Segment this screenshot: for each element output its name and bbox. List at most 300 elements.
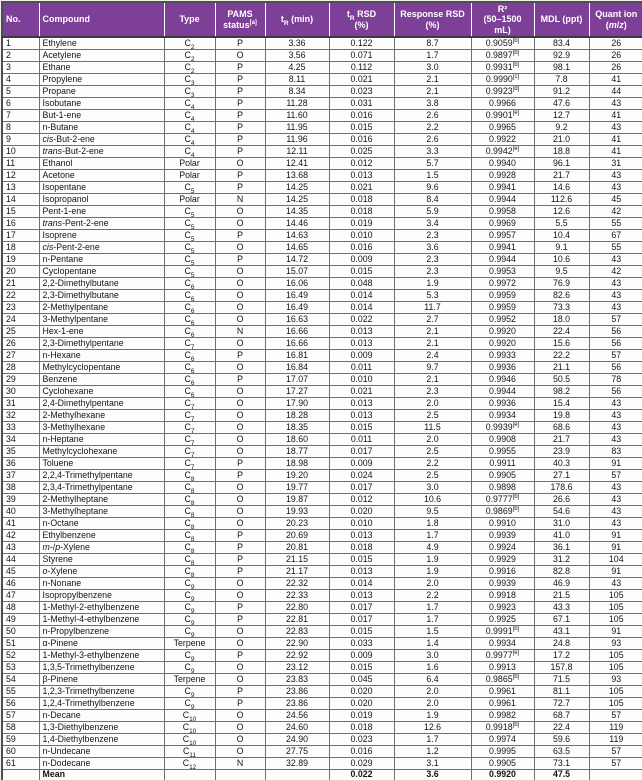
cell-type: $C_5$: [164, 241, 215, 253]
cell-tr: 16.66: [265, 337, 329, 349]
cell-mdl: 68.7: [534, 709, 589, 721]
table-row: [2, 157, 642, 169]
cell-no: 3: [2, 61, 39, 73]
table-row: [2, 193, 642, 205]
cell-type: [164, 769, 215, 780]
cell-resp_rsd: 12.6: [394, 721, 471, 733]
cell-r2: 0.9922: [471, 133, 534, 145]
cell-resp_rsd: 8.7: [394, 37, 471, 49]
cell-r2: 0.9901[e]: [471, 109, 534, 121]
cell-compound: Cyclopentane: [39, 265, 164, 277]
cell-pams: O: [215, 673, 265, 685]
cell-tr_rsd: 0.018: [329, 193, 394, 205]
cell-tr_rsd: 0.023: [329, 85, 394, 97]
table-row: [2, 337, 642, 349]
cell-ion: 43: [589, 433, 642, 445]
cell-mdl: 17.2: [534, 649, 589, 661]
table-row: [2, 457, 642, 469]
cell-mdl: 73.1: [534, 757, 589, 769]
cell-resp_rsd: 3.0: [394, 481, 471, 493]
cell-pams: P: [215, 469, 265, 481]
cell-r2: 0.9991[b]: [471, 625, 534, 637]
cell-type: $C_4$: [164, 109, 215, 121]
cell-tr: 18.98: [265, 457, 329, 469]
cell-tr_rsd: 0.017: [329, 481, 394, 493]
cell-no: 29: [2, 373, 39, 385]
cell-no: 15: [2, 205, 39, 217]
cell-pams: P: [215, 649, 265, 661]
cell-type: $C_6$: [164, 289, 215, 301]
cell-r2: 0.9961: [471, 697, 534, 709]
cell-type: $C_7$: [164, 337, 215, 349]
cell-compound: Ethane: [39, 61, 164, 73]
cell-compound: Acetylene: [39, 49, 164, 61]
cell-tr_rsd: 0.023: [329, 733, 394, 745]
table-row: [2, 745, 642, 757]
cell-r2: 0.9995: [471, 745, 534, 757]
cell-no: 39: [2, 493, 39, 505]
cell-tr: 18.35: [265, 421, 329, 433]
cell-r2: 0.9946: [471, 373, 534, 385]
cell-ion: 93: [589, 637, 642, 649]
cell-resp_rsd: 1.6: [394, 661, 471, 673]
cell-type: $C_8$: [164, 529, 215, 541]
cell-compound: 2,2-Dimethylbutane: [39, 277, 164, 289]
cell-resp_rsd: 2.1: [394, 325, 471, 337]
cell-pams: P: [215, 373, 265, 385]
cell-r2: 0.9936: [471, 361, 534, 373]
cell-mdl: 63.5: [534, 745, 589, 757]
cell-compound: β-Pinene: [39, 673, 164, 685]
cell-tr_rsd: 0.029: [329, 757, 394, 769]
cell-tr_rsd: 0.014: [329, 301, 394, 313]
table-row: [2, 313, 642, 325]
cell-resp_rsd: 9.5: [394, 505, 471, 517]
table-row: [2, 421, 642, 433]
cell-tr: 3.36: [265, 37, 329, 49]
table-row: [2, 757, 642, 769]
cell-mdl: 21.5: [534, 589, 589, 601]
table-row: [2, 661, 642, 673]
cell-tr_rsd: 0.016: [329, 241, 394, 253]
table-row: [2, 361, 642, 373]
cell-tr: 22.80: [265, 601, 329, 613]
cell-ion: 43: [589, 181, 642, 193]
table-row: [2, 37, 642, 49]
cell-compound: n-Butane: [39, 121, 164, 133]
cell-mdl: 12.6: [534, 205, 589, 217]
cell-r2: 0.9910: [471, 517, 534, 529]
table-row: [2, 493, 642, 505]
cell-pams: P: [215, 457, 265, 469]
cell-tr_rsd: 0.048: [329, 277, 394, 289]
cell-ion: 44: [589, 85, 642, 97]
cell-mdl: 54.6: [534, 505, 589, 517]
column-header-tr: $t_R$ (min): [265, 2, 329, 37]
cell-compound: n-Octane: [39, 517, 164, 529]
cell-mdl: 18.8: [534, 145, 589, 157]
cell-tr_rsd: 0.020: [329, 685, 394, 697]
cell-pams: O: [215, 481, 265, 493]
cell-tr: 23.86: [265, 685, 329, 697]
cell-pams: O: [215, 241, 265, 253]
cell-tr: 14.72: [265, 253, 329, 265]
cell-mdl: 10.6: [534, 253, 589, 265]
cell-mdl: 178.6: [534, 481, 589, 493]
cell-type: Polar: [164, 169, 215, 181]
cell-tr: 18.77: [265, 445, 329, 457]
cell-tr_rsd: 0.009: [329, 457, 394, 469]
cell-r2: 0.9923[d]: [471, 85, 534, 97]
cell-tr_rsd: 0.033: [329, 637, 394, 649]
table-row: [2, 241, 642, 253]
cell-no: 60: [2, 745, 39, 757]
cell-tr_rsd: 0.021: [329, 73, 394, 85]
cell-tr_rsd: 0.019: [329, 709, 394, 721]
cell-type: $C_4$: [164, 145, 215, 157]
cell-tr_rsd: 0.015: [329, 121, 394, 133]
cell-compound: trans-Pent-2-ene: [39, 217, 164, 229]
cell-type: $C_8$: [164, 565, 215, 577]
cell-type: $C_7$: [164, 421, 215, 433]
table-row: [2, 205, 642, 217]
cell-no: 45: [2, 565, 39, 577]
cell-r2: 0.9934: [471, 409, 534, 421]
cell-ion: 42: [589, 205, 642, 217]
cell-pams: O: [215, 505, 265, 517]
cell-no: 47: [2, 589, 39, 601]
cell-compound: Hex-1-ene: [39, 325, 164, 337]
cell-ion: 57: [589, 313, 642, 325]
cell-pams: P: [215, 169, 265, 181]
cell-pams: N: [215, 193, 265, 205]
cell-tr_rsd: 0.015: [329, 625, 394, 637]
cell-tr: 16.49: [265, 289, 329, 301]
cell-r2: 0.9918[b]: [471, 721, 534, 733]
cell-ion: 105: [589, 589, 642, 601]
cell-type: $C_9$: [164, 685, 215, 697]
cell-pams: P: [215, 253, 265, 265]
cell-mdl: 43.1: [534, 625, 589, 637]
cell-pams: O: [215, 301, 265, 313]
table-row: [2, 61, 642, 73]
table-row: [2, 277, 642, 289]
cell-no: 51: [2, 637, 39, 649]
cell-mdl: 27.1: [534, 469, 589, 481]
cell-r2: 0.9958: [471, 205, 534, 217]
cell-resp_rsd: 2.5: [394, 445, 471, 457]
cell-no: [2, 769, 39, 780]
cell-pams: P: [215, 553, 265, 565]
table-row: [2, 433, 642, 445]
table-row: [2, 325, 642, 337]
cell-no: 25: [2, 325, 39, 337]
cell-tr_rsd: 0.010: [329, 517, 394, 529]
cell-compound: trans-But-2-ene: [39, 145, 164, 157]
cell-tr_rsd: 0.016: [329, 133, 394, 145]
table-row: [2, 133, 642, 145]
table-row: [2, 649, 642, 661]
cell-tr_rsd: 0.013: [329, 325, 394, 337]
cell-no: 10: [2, 145, 39, 157]
cell-resp_rsd: 3.0: [394, 61, 471, 73]
cell-pams: O: [215, 721, 265, 733]
cell-no: 17: [2, 229, 39, 241]
cell-tr_rsd: 0.022: [329, 769, 394, 780]
cell-ion: 43: [589, 421, 642, 433]
cell-tr_rsd: 0.010: [329, 229, 394, 241]
cell-tr_rsd: 0.018: [329, 721, 394, 733]
cell-type: $C_3$: [164, 85, 215, 97]
cell-pams: O: [215, 709, 265, 721]
cell-no: 28: [2, 361, 39, 373]
table-row: [2, 97, 642, 109]
cell-no: 11: [2, 157, 39, 169]
cell-compound: n-Hexane: [39, 349, 164, 361]
cell-pams: O: [215, 577, 265, 589]
cell-tr: 23.83: [265, 673, 329, 685]
cell-r2: 0.9944: [471, 193, 534, 205]
cell-tr_rsd: 0.014: [329, 289, 394, 301]
cell-mdl: 9.1: [534, 241, 589, 253]
cell-resp_rsd: 1.9: [394, 565, 471, 577]
cell-ion: 91: [589, 625, 642, 637]
table-row: [2, 445, 642, 457]
cell-compound: 3-Methylheptane: [39, 505, 164, 517]
cell-no: 8: [2, 121, 39, 133]
cell-compound: Isobutane: [39, 97, 164, 109]
header-row: [2, 2, 642, 37]
cell-tr: 16.66: [265, 325, 329, 337]
cell-pams: O: [215, 733, 265, 745]
cell-pams: O: [215, 289, 265, 301]
cell-resp_rsd: 1.5: [394, 169, 471, 181]
cell-no: 56: [2, 697, 39, 709]
cell-ion: 91: [589, 529, 642, 541]
cell-r2: 0.9940: [471, 157, 534, 169]
cell-resp_rsd: 2.6: [394, 109, 471, 121]
table-row: [2, 565, 642, 577]
cell-mdl: 31.0: [534, 517, 589, 529]
table-row: [2, 109, 642, 121]
cell-r2: 0.9916: [471, 565, 534, 577]
cell-compound: Cyclohexane: [39, 385, 164, 397]
cell-type: $C_9$: [164, 601, 215, 613]
cell-tr: 4.25: [265, 61, 329, 73]
cell-pams: P: [215, 145, 265, 157]
cell-no: 43: [2, 541, 39, 553]
cell-ion: 56: [589, 385, 642, 397]
cell-ion: 42: [589, 265, 642, 277]
cell-resp_rsd: 5.7: [394, 157, 471, 169]
cell-resp_rsd: 2.7: [394, 313, 471, 325]
cell-mdl: 12.7: [534, 109, 589, 121]
cell-r2: 0.9928: [471, 169, 534, 181]
table-row: [2, 577, 642, 589]
cell-mdl: 50.5: [534, 373, 589, 385]
table-row: [2, 529, 642, 541]
cell-r2: 0.9920: [471, 325, 534, 337]
cell-tr_rsd: 0.010: [329, 373, 394, 385]
column-header-mdl: MDL (ppt): [534, 2, 589, 37]
cell-mdl: 7.8: [534, 73, 589, 85]
cell-resp_rsd: 1.8: [394, 517, 471, 529]
cell-pams: O: [215, 517, 265, 529]
cell-tr: 17.07: [265, 373, 329, 385]
cell-r2: 0.9918: [471, 589, 534, 601]
cell-tr_rsd: 0.020: [329, 697, 394, 709]
cell-type: $C_4$: [164, 121, 215, 133]
cell-compound: 3-Methylpentane: [39, 313, 164, 325]
cell-mdl: 15.6: [534, 337, 589, 349]
cell-no: 38: [2, 481, 39, 493]
cell-tr: [265, 769, 329, 780]
cell-tr_rsd: 0.031: [329, 97, 394, 109]
cell-mdl: 81.1: [534, 685, 589, 697]
cell-r2: 0.9941: [471, 181, 534, 193]
cell-pams: O: [215, 157, 265, 169]
table-row: [2, 697, 642, 709]
cell-tr: 16.81: [265, 349, 329, 361]
cell-resp_rsd: 10.6: [394, 493, 471, 505]
cell-type: $C_9$: [164, 661, 215, 673]
cell-r2: 0.9924: [471, 541, 534, 553]
cell-compound: o-Xylene: [39, 565, 164, 577]
cell-r2: 0.9869[b]: [471, 505, 534, 517]
cell-type: $C_{12}$: [164, 757, 215, 769]
cell-type: $C_4$: [164, 133, 215, 145]
cell-type: $C_2$: [164, 37, 215, 49]
cell-tr: 24.56: [265, 709, 329, 721]
cell-tr_rsd: 0.015: [329, 553, 394, 565]
cell-resp_rsd: 3.8: [394, 97, 471, 109]
cell-ion: 43: [589, 169, 642, 181]
cell-type: $C_6$: [164, 301, 215, 313]
cell-no: 9: [2, 133, 39, 145]
cell-r2: 0.9972: [471, 277, 534, 289]
cell-mdl: 22.4: [534, 721, 589, 733]
cell-compound: 1,3-Diethylbenzene: [39, 721, 164, 733]
cell-resp_rsd: 2.0: [394, 685, 471, 697]
cell-compound: 3-Methylhexane: [39, 421, 164, 433]
cell-resp_rsd: 1.9: [394, 553, 471, 565]
cell-no: 20: [2, 265, 39, 277]
cell-tr_rsd: 0.013: [329, 337, 394, 349]
cell-r2: 0.9905: [471, 757, 534, 769]
cell-type: $C_8$: [164, 541, 215, 553]
cell-pams: O: [215, 49, 265, 61]
cell-r2: 0.9944: [471, 385, 534, 397]
cell-pams: P: [215, 37, 265, 49]
cell-tr: 14.25: [265, 193, 329, 205]
cell-mdl: 14.6: [534, 181, 589, 193]
cell-resp_rsd: 1.7: [394, 733, 471, 745]
cell-no: 41: [2, 517, 39, 529]
cell-ion: 43: [589, 397, 642, 409]
cell-mdl: 26.6: [534, 493, 589, 505]
cell-compound: 2,4-Dimethylpentane: [39, 397, 164, 409]
cell-compound: 2-Methylhexane: [39, 409, 164, 421]
cell-pams: [215, 769, 265, 780]
cell-mdl: 21.7: [534, 433, 589, 445]
cell-pams: O: [215, 361, 265, 373]
cell-pams: O: [215, 589, 265, 601]
cell-compound: Isopropanol: [39, 193, 164, 205]
cell-r2: 0.9925: [471, 613, 534, 625]
cell-r2: 0.9961: [471, 685, 534, 697]
cell-r2: 0.9905: [471, 469, 534, 481]
cell-r2: 0.9865[b]: [471, 673, 534, 685]
cell-ion: 43: [589, 97, 642, 109]
cell-compound: Ethylbenzene: [39, 529, 164, 541]
cell-type: $C_7$: [164, 409, 215, 421]
cell-no: 53: [2, 661, 39, 673]
cell-mdl: 59.6: [534, 733, 589, 745]
cell-type: Terpene: [164, 637, 215, 649]
cell-compound: 2,3-Dimethylbutane: [39, 289, 164, 301]
cell-mdl: 96.1: [534, 157, 589, 169]
cell-no: 49: [2, 613, 39, 625]
cell-compound: n-Decane: [39, 709, 164, 721]
cell-ion: 91: [589, 565, 642, 577]
cell-no: 61: [2, 757, 39, 769]
cell-mdl: 82.8: [534, 565, 589, 577]
table-row: [2, 685, 642, 697]
cell-r2: 0.9982: [471, 709, 534, 721]
cell-resp_rsd: 8.4: [394, 193, 471, 205]
table-row: [2, 637, 642, 649]
table-header: [2, 2, 642, 37]
cell-ion: 55: [589, 217, 642, 229]
cell-pams: O: [215, 205, 265, 217]
cell-mdl: 15.4: [534, 397, 589, 409]
cell-resp_rsd: 2.0: [394, 433, 471, 445]
cell-no: 27: [2, 349, 39, 361]
cell-resp_rsd: 2.2: [394, 589, 471, 601]
table-row: [2, 85, 642, 97]
cell-tr: 22.90: [265, 637, 329, 649]
cell-type: $C_3$: [164, 73, 215, 85]
cell-pams: P: [215, 181, 265, 193]
cell-tr_rsd: 0.009: [329, 253, 394, 265]
cell-ion: 43: [589, 121, 642, 133]
cell-mdl: 91.2: [534, 85, 589, 97]
cell-ion: 83: [589, 445, 642, 457]
cell-pams: P: [215, 85, 265, 97]
table-row: [2, 289, 642, 301]
cell-compound: 1-Methyl-3-ethylbenzene: [39, 649, 164, 661]
table-row: [2, 397, 642, 409]
cell-tr_rsd: 0.011: [329, 361, 394, 373]
cell-resp_rsd: 1.9: [394, 277, 471, 289]
cell-mdl: 43.3: [534, 601, 589, 613]
cell-tr_rsd: 0.017: [329, 601, 394, 613]
cell-r2: 0.9977[e]: [471, 649, 534, 661]
cell-tr: 20.69: [265, 529, 329, 541]
cell-compound: 1,2,4-Trimethylbenzene: [39, 697, 164, 709]
cell-type: $C_6$: [164, 385, 215, 397]
column-header-pams: PAMS status[a]: [215, 2, 265, 37]
cell-tr: 14.46: [265, 217, 329, 229]
cell-mdl: 18.0: [534, 313, 589, 325]
cell-resp_rsd: 5.3: [394, 289, 471, 301]
cell-ion: 45: [589, 193, 642, 205]
cell-mdl: 40.3: [534, 457, 589, 469]
cell-type: $C_9$: [164, 589, 215, 601]
cell-type: $C_8$: [164, 517, 215, 529]
cell-resp_rsd: 2.3: [394, 229, 471, 241]
cell-r2: 0.9959: [471, 289, 534, 301]
